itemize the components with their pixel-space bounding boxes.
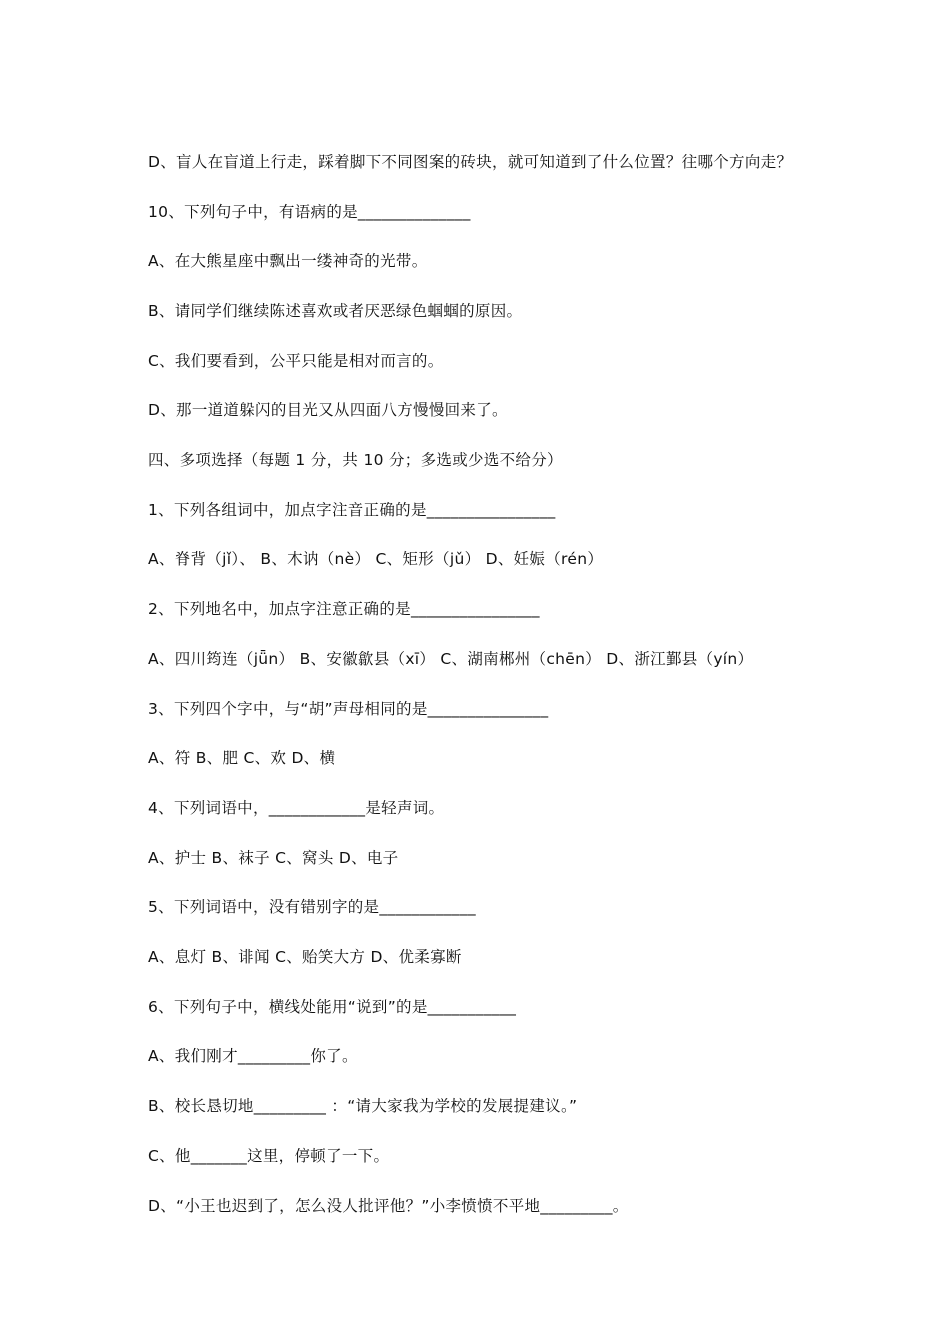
question-mc-1: 1、下列各组词中，加点字注音正确的是________________ xyxy=(148,501,556,519)
options-mc-1: A、脊背（jǐ）、 B、木讷（nè） C、矩形（jǔ） D、妊娠（rén） xyxy=(148,550,604,568)
option-b-mc-6: B、校长恳切地_________ ：“请大家我为学校的发展提建议。” xyxy=(148,1097,578,1115)
option-b-q10: B、请同学们继续陈述喜欢或者厌恶绿色蝈蝈的原因。 xyxy=(148,302,523,320)
options-mc-3: A、符 B、肥 C、欢 D、横 xyxy=(148,749,336,767)
option-a-mc-6: A、我们刚才_________你了。 xyxy=(148,1047,358,1065)
question-mc-3: 3、下列四个字中，与“胡”声母相同的是_______________ xyxy=(148,700,549,718)
options-mc-4: A、护士 B、袜子 C、窝头 D、电子 xyxy=(148,849,399,867)
question-mc-5: 5、下列词语中，没有错别字的是____________ xyxy=(148,898,476,916)
option-c-q10: C、我们要看到，公平只能是相对而言的。 xyxy=(148,352,444,370)
option-a-q10: A、在大熊星座中飘出一缕神奇的光带。 xyxy=(148,252,428,270)
option-c-mc-6: C、他_______这里，停顿了一下。 xyxy=(148,1147,390,1165)
question-mc-6: 6、下列句子中，横线处能用“说到”的是___________ xyxy=(148,998,517,1016)
option-d-q9: D、盲人在盲道上行走，踩着脚下不同图案的砖块，就可知道到了什么位置？往哪个方向走？ xyxy=(148,153,793,171)
question-10: 10、下列句子中，有语病的是______________ xyxy=(148,203,471,221)
options-mc-2: A、四川筠连（jǖn） B、安徽歙县（xī） C、湖南郴州（chēn） D、浙江鄞县（yín） xyxy=(148,650,754,668)
option-d-q10: D、那一道道躲闪的目光又从四面八方慢慢回来了。 xyxy=(148,401,508,419)
question-mc-4: 4、下列词语中，____________是轻声词。 xyxy=(148,799,445,817)
question-mc-2: 2、下列地名中，加点字注意正确的是________________ xyxy=(148,600,540,618)
option-d-mc-6: D、“小王也迟到了，怎么没人批评他？”小李愤愤不平地_________。 xyxy=(148,1197,629,1215)
options-mc-5: A、息灯 B、诽闻 C、贻笑大方 D、优柔寡断 xyxy=(148,948,462,966)
section-heading-multiple-choice: 四、多项选择（每题 1 分，共 10 分；多选或少选不给分） xyxy=(148,451,563,469)
